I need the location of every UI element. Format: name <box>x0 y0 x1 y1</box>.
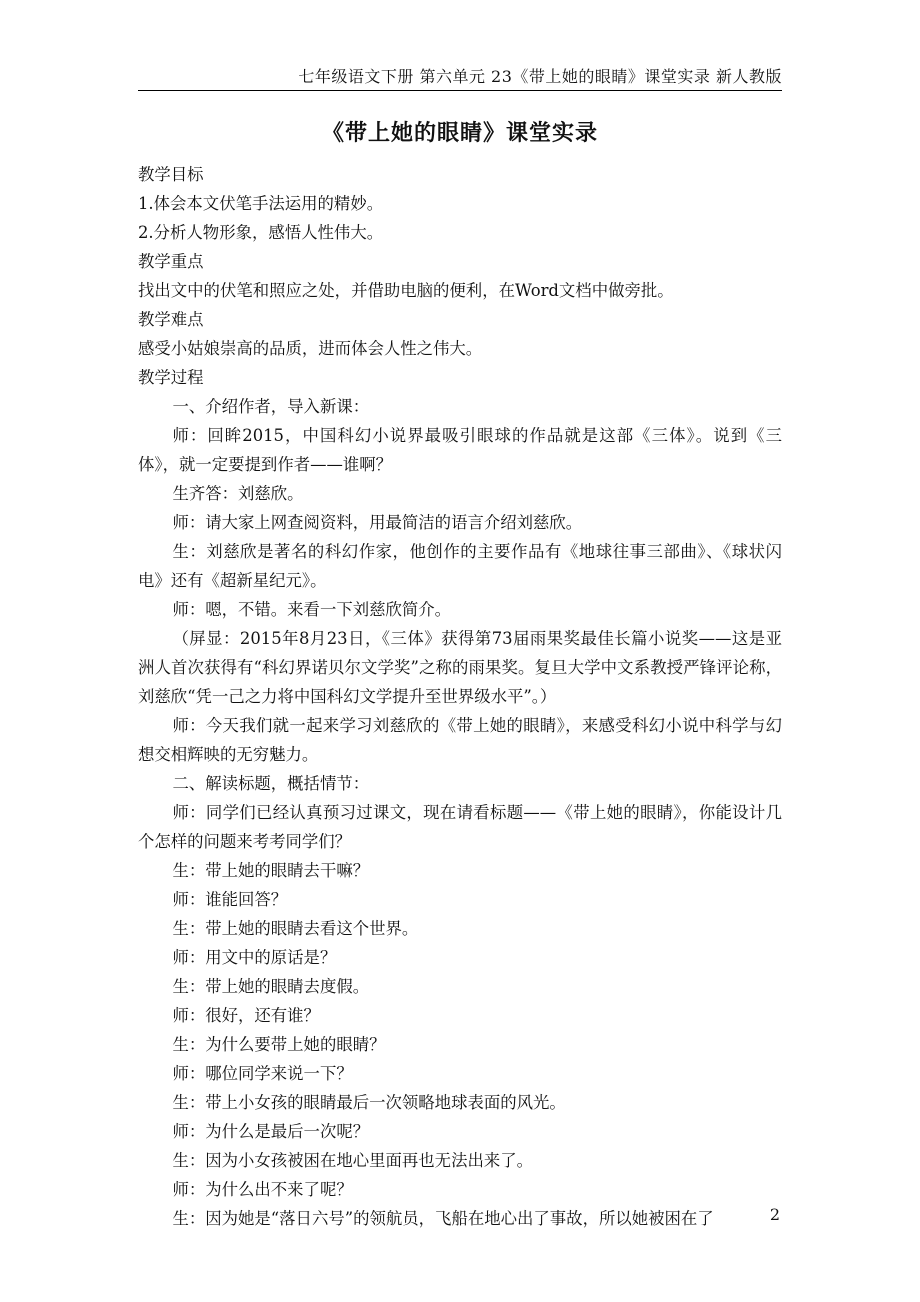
section-line: 教学过程 <box>138 368 204 387</box>
section-line: 1.体会本文伏笔手法运用的精妙。 <box>138 194 384 213</box>
body-paragraph: 生：带上小女孩的眼睛最后一次领略地球表面的风光。 <box>172 1093 566 1112</box>
body-paragraph: 师：哪位同学来说一下？ <box>172 1064 353 1083</box>
body-paragraph: 生齐答：刘慈欣。 <box>172 484 304 503</box>
body-paragraph: 师：用文中的原话是？ <box>172 948 337 967</box>
body-paragraph: 师：同学们已经认真预习过课文，现在请看标题——《带上她的眼睛》，你能设计几个怎样的问题来考考同学们？ <box>138 803 782 851</box>
body-paragraph: 生：因为她是“落日六号”的领航员，飞船在地心出了事故，所以她被困在了 <box>172 1209 714 1228</box>
body-paragraph: 生：带上她的眼睛去看这个世界。 <box>172 919 419 938</box>
body-paragraph: 生：带上她的眼睛去度假。 <box>172 977 370 996</box>
body-paragraph: 师：今天我们就一起来学习刘慈欣的《带上她的眼睛》，来感受科幻小说中科学与幻想交相辉映的无穷魅力。 <box>138 716 782 764</box>
section-line: 感受小姑娘崇高的品质，进而体会人性之伟大。 <box>138 339 483 358</box>
section-line: 2.分析人物形象，感悟人性伟大。 <box>138 223 384 242</box>
body-paragraph: 师：请大家上网查阅资料，用最简洁的语言介绍刘慈欣。 <box>172 513 583 532</box>
body-paragraph: 生：为什么要带上她的眼睛？ <box>172 1035 386 1054</box>
body-paragraph: 师：谁能回答？ <box>172 890 288 909</box>
body-paragraph: 师：很好，还有谁？ <box>172 1006 320 1025</box>
body-paragraph: 师：为什么是最后一次呢？ <box>172 1122 370 1141</box>
body-paragraph: （屏显：2015年8月23日，《三体》获得第73届雨果奖最佳长篇小说奖——这是亚洲人首次获得有“科幻界诺贝尔文学奖”之称的雨果奖。复旦大学中文系教授严锋评论称，刘慈欣“凭一己之力将中国科幻文学提升至世界级水平”。） <box>138 629 782 706</box>
section-line: 教学难点 <box>138 310 204 329</box>
document-title: 《带上她的眼睛》课堂实录 <box>321 120 598 146</box>
header-rule <box>138 90 782 91</box>
body-paragraph: 师：嗯，不错。来看一下刘慈欣简介。 <box>172 600 452 619</box>
body-paragraph: 生：刘慈欣是著名的科幻作家，他创作的主要作品有《地球往事三部曲》、《球状闪电》还有《超新星纪元》。 <box>138 542 782 590</box>
body-paragraph: 生：带上她的眼睛去干嘛？ <box>172 861 370 880</box>
section-line: 教学重点 <box>138 252 204 271</box>
body-paragraph: 师：回眸2015，中国科幻小说界最吸引眼球的作品就是这部《三体》。说到《三体》，就一定要提到作者——谁啊？ <box>138 426 782 474</box>
body-paragraph: 一、介绍作者，导入新课： <box>172 397 370 416</box>
document-body <box>138 160 782 1233</box>
running-header: 七年级语文下册 第六单元 23《带上她的眼睛》课堂实录 新人教版 <box>298 67 782 86</box>
body-paragraph: 师：为什么出不来了呢？ <box>172 1180 353 1199</box>
body-paragraph: 生：因为小女孩被困在地心里面再也无法出来了。 <box>172 1151 534 1170</box>
body-paragraph: 二、解读标题，概括情节： <box>172 774 370 793</box>
section-line: 教学目标 <box>138 165 204 184</box>
page-number: 2 <box>769 1205 780 1224</box>
section-line: 找出文中的伏笔和照应之处，并借助电脑的便利，在Word文档中做旁批。 <box>138 281 674 300</box>
